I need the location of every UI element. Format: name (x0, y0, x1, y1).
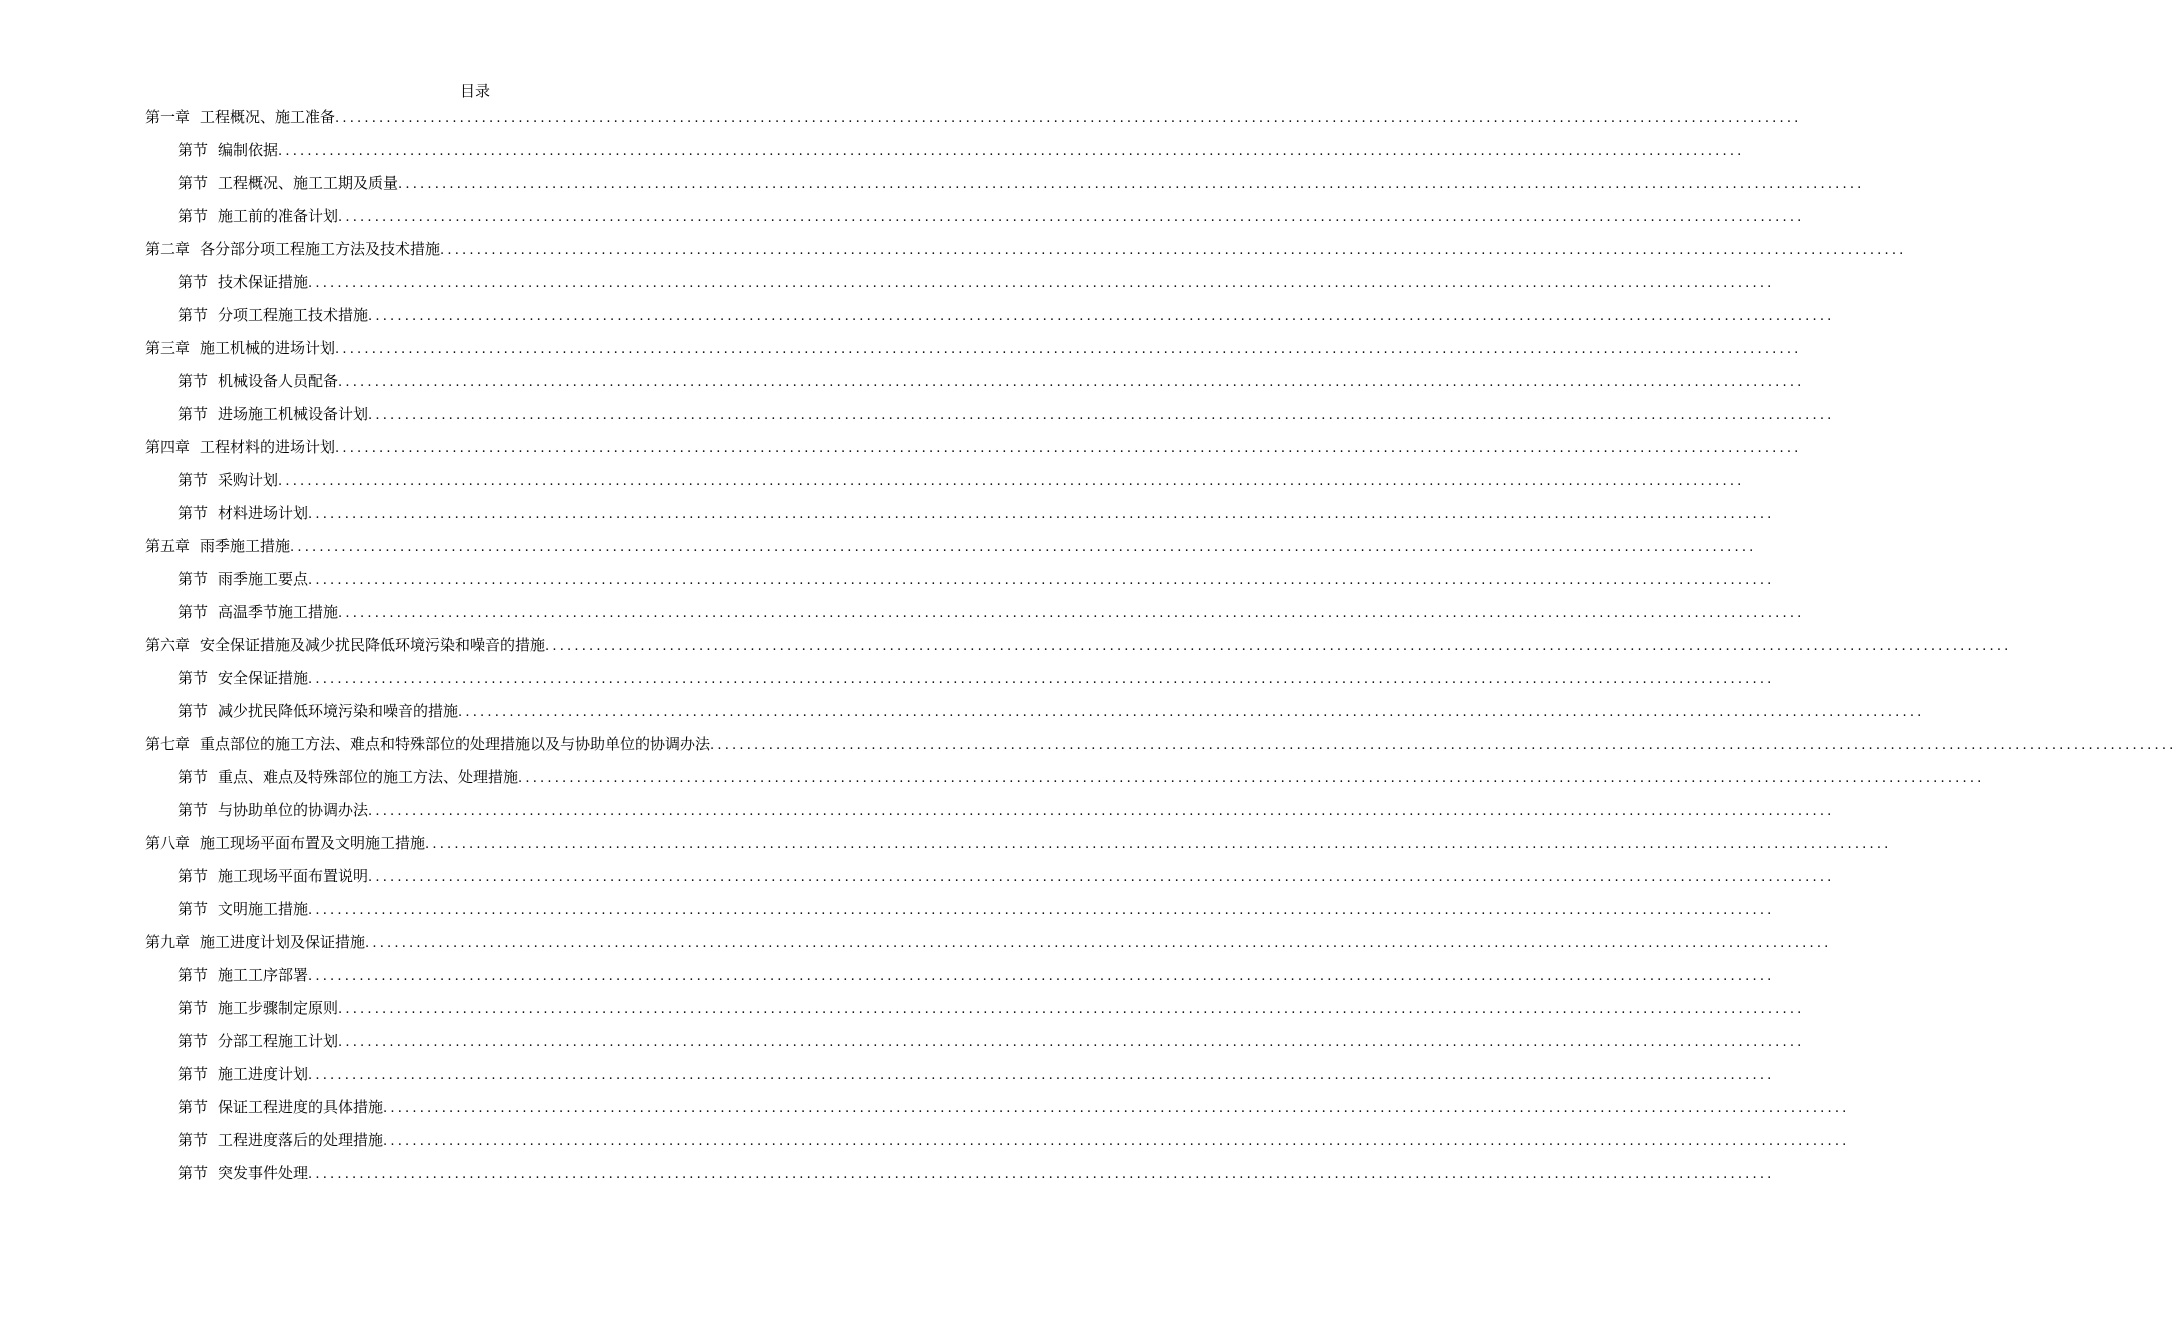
toc-entry-title: 雨季施工要点 (218, 570, 309, 588)
toc-entry-number: 第节 (178, 207, 209, 225)
dot-leader: ........................................................................................................................................................................................................ (398, 177, 1865, 192)
dot-leader: ........................................................................................................................................................................................................ (368, 309, 1835, 324)
toc-section-entry[interactable] (178, 1162, 1775, 1195)
dot-leader: ........................................................................................................................................................................................................ (278, 474, 1745, 489)
toc-entry-title: 安全保证措施及减少扰民降低环境污染和噪音的措施 (200, 636, 546, 654)
toc-chapter-entry[interactable] (145, 337, 1802, 370)
dot-leader: ........................................................................................................................................................................................................ (710, 738, 2177, 753)
dot-leader: ........................................................................................................................................................................................................ (368, 870, 1835, 885)
dot-leader: ........................................................................................................................................................................................................ (308, 573, 1775, 588)
toc-section-entry[interactable] (178, 172, 1865, 205)
toc-chapter-entry[interactable] (145, 832, 1892, 865)
toc-section-entry[interactable] (178, 799, 1835, 832)
toc-chapter-entry[interactable] (145, 106, 1802, 139)
toc-chapter-entry[interactable] (145, 535, 1757, 568)
toc-entry-number: 第节 (178, 669, 209, 687)
toc-entry-number: 第节 (178, 306, 209, 324)
toc-entry-title: 分部工程施工计划 (218, 1032, 339, 1050)
toc-entry-title: 施工机械的进场计划 (200, 339, 336, 357)
toc-chapter-entry[interactable] (145, 436, 1802, 469)
toc-entry-title: 施工现场平面布置说明 (218, 867, 369, 885)
toc-entry-number: 第节 (178, 372, 209, 390)
dot-leader: ........................................................................................................................................................................................................ (425, 837, 1892, 852)
toc-entry-number: 第节 (178, 702, 209, 720)
dot-leader: ........................................................................................................................................................................................................ (338, 1035, 1805, 1050)
toc-entry-number: 第节 (178, 966, 209, 984)
dot-leader: ........................................................................................................................................................................................................ (383, 1101, 1850, 1116)
dot-leader: ........................................................................................................................................................................................................ (308, 672, 1775, 687)
toc-entry-number: 第节 (178, 1164, 209, 1182)
dot-leader: ........................................................................................................................................................................................................ (335, 111, 1802, 126)
toc-section-entry[interactable] (178, 898, 1775, 931)
toc-section-entry[interactable] (178, 1030, 1805, 1063)
toc-entry-number: 第节 (178, 504, 209, 522)
toc-entry-title: 工程材料的进场计划 (200, 438, 336, 456)
toc-chapter-entry[interactable] (145, 733, 2177, 766)
toc-entry-title: 突发事件处理 (218, 1164, 309, 1182)
toc-entry-number: 第节 (178, 867, 209, 885)
toc-section-entry[interactable] (178, 271, 1775, 304)
toc-entry-number: 第节 (178, 768, 209, 786)
toc-section-entry[interactable] (178, 205, 1805, 238)
toc-entry-title: 施工步骤制定原则 (218, 999, 339, 1017)
toc-entry-number: 第节 (178, 141, 209, 159)
toc-entry-number: 第节 (178, 1131, 209, 1149)
toc-entry-title: 保证工程进度的具体措施 (218, 1098, 384, 1116)
toc-entry-title: 文明施工措施 (218, 900, 309, 918)
dot-leader: ........................................................................................................................................................................................................ (545, 639, 2012, 654)
toc-section-entry[interactable] (178, 964, 1775, 997)
toc-entry-title: 工程概况、施工工期及质量 (218, 174, 399, 192)
toc-entry-number: 第一章 (145, 108, 191, 126)
toc-section-entry[interactable] (178, 139, 1745, 172)
toc-entry-number: 第节 (178, 900, 209, 918)
toc-entry-title: 减少扰民降低环境污染和噪音的措施 (218, 702, 459, 720)
dot-leader: ........................................................................................................................................................................................................ (308, 276, 1775, 291)
toc-entry-number: 第九章 (145, 933, 191, 951)
toc-entry-number: 第节 (178, 273, 209, 291)
toc-entry-title: 施工工序部署 (218, 966, 309, 984)
toc-entry-title: 各分部分项工程施工方法及技术措施 (200, 240, 441, 258)
toc-entry-number: 第四章 (145, 438, 191, 456)
toc-entry-title: 技术保证措施 (218, 273, 309, 291)
toc-chapter-entry[interactable] (145, 634, 2012, 667)
toc-entry-title: 采购计划 (218, 471, 279, 489)
toc-entry-number: 第节 (178, 603, 209, 621)
toc-entry-title: 重点部位的施工方法、难点和特殊部位的处理措施以及与协助单位的协调办法 (200, 735, 711, 753)
table-of-contents (0, 106, 2177, 1195)
toc-entry-number: 第节 (178, 1098, 209, 1116)
toc-section-entry[interactable] (178, 370, 1805, 403)
toc-section-entry[interactable] (178, 766, 1985, 799)
toc-section-entry[interactable] (178, 1063, 1775, 1096)
dot-leader: ........................................................................................................................................................................................................ (290, 540, 1757, 555)
toc-entry-title: 施工进度计划及保证措施 (200, 933, 366, 951)
toc-entry-number: 第节 (178, 471, 209, 489)
dot-leader: ........................................................................................................................................................................................................ (383, 1134, 1850, 1149)
toc-section-entry[interactable] (178, 502, 1775, 535)
dot-leader: ........................................................................................................................................................................................................ (338, 1002, 1805, 1017)
toc-entry-title: 高温季节施工措施 (218, 603, 339, 621)
toc-entry-title: 施工现场平面布置及文明施工措施 (200, 834, 426, 852)
toc-entry-number: 第七章 (145, 735, 191, 753)
toc-title: 目录 (459, 82, 490, 100)
dot-leader: ........................................................................................................................................................................................................ (308, 903, 1775, 918)
toc-entry-number: 第节 (178, 999, 209, 1017)
toc-entry-title: 安全保证措施 (218, 669, 309, 687)
toc-chapter-entry[interactable] (145, 238, 1907, 271)
toc-entry-number: 第节 (178, 174, 209, 192)
toc-entry-number: 第八章 (145, 834, 191, 852)
toc-entry-title: 材料进场计划 (218, 504, 309, 522)
toc-chapter-entry[interactable] (145, 931, 1832, 964)
toc-entry-title: 雨季施工措施 (200, 537, 291, 555)
toc-entry-title: 重点、难点及特殊部位的施工方法、处理措施 (218, 768, 519, 786)
toc-section-entry[interactable] (178, 865, 1835, 898)
dot-leader: ........................................................................................................................................................................................................ (518, 771, 1985, 786)
toc-section-entry[interactable] (178, 304, 1835, 337)
toc-entry-number: 第五章 (145, 537, 191, 555)
toc-entry-number: 第节 (178, 1065, 209, 1083)
dot-leader: ........................................................................................................................................................................................................ (335, 441, 1802, 456)
toc-section-entry[interactable] (178, 469, 1745, 502)
toc-entry-title: 施工前的准备计划 (218, 207, 339, 225)
toc-section-entry[interactable] (178, 700, 1925, 733)
dot-leader: ........................................................................................................................................................................................................ (308, 1167, 1775, 1182)
toc-entry-title: 进场施工机械设备计划 (218, 405, 369, 423)
dot-leader: ........................................................................................................................................................................................................ (338, 606, 1805, 621)
toc-entry-number: 第节 (178, 570, 209, 588)
dot-leader: ........................................................................................................................................................................................................ (458, 705, 1925, 720)
toc-section-entry[interactable] (178, 601, 1805, 634)
toc-section-entry[interactable] (178, 1129, 1850, 1162)
dot-leader: ........................................................................................................................................................................................................ (368, 804, 1835, 819)
toc-entry-number: 第节 (178, 405, 209, 423)
toc-section-entry[interactable] (178, 667, 1775, 700)
dot-leader: ........................................................................................................................................................................................................ (365, 936, 1832, 951)
toc-entry-title: 分项工程施工技术措施 (218, 306, 369, 324)
toc-entry-number: 第二章 (145, 240, 191, 258)
dot-leader: ........................................................................................................................................................................................................ (308, 507, 1775, 522)
toc-entry-title: 工程进度落后的处理措施 (218, 1131, 384, 1149)
dot-leader: ........................................................................................................................................................................................................ (308, 969, 1775, 984)
toc-section-entry[interactable] (178, 403, 1835, 436)
toc-entry-title: 工程概况、施工准备 (200, 108, 336, 126)
toc-entry-title: 机械设备人员配备 (218, 372, 339, 390)
toc-entry-title: 编制依据 (218, 141, 279, 159)
dot-leader: ........................................................................................................................................................................................................ (278, 144, 1745, 159)
dot-leader: ........................................................................................................................................................................................................ (368, 408, 1835, 423)
dot-leader: ........................................................................................................................................................................................................ (308, 1068, 1775, 1083)
toc-entry-number: 第三章 (145, 339, 191, 357)
toc-entry-number: 第节 (178, 801, 209, 819)
dot-leader: ........................................................................................................................................................................................................ (338, 210, 1805, 225)
dot-leader: ........................................................................................................................................................................................................ (338, 375, 1805, 390)
dot-leader: ........................................................................................................................................................................................................ (335, 342, 1802, 357)
toc-entry-title: 与协助单位的协调办法 (218, 801, 369, 819)
toc-section-entry[interactable] (178, 997, 1805, 1030)
toc-section-entry[interactable] (178, 1096, 1850, 1129)
toc-entry-number: 第六章 (145, 636, 191, 654)
dot-leader: ........................................................................................................................................................................................................ (440, 243, 1907, 258)
toc-entry-number: 第节 (178, 1032, 209, 1050)
toc-section-entry[interactable] (178, 568, 1775, 601)
toc-entry-title: 施工进度计划 (218, 1065, 309, 1083)
